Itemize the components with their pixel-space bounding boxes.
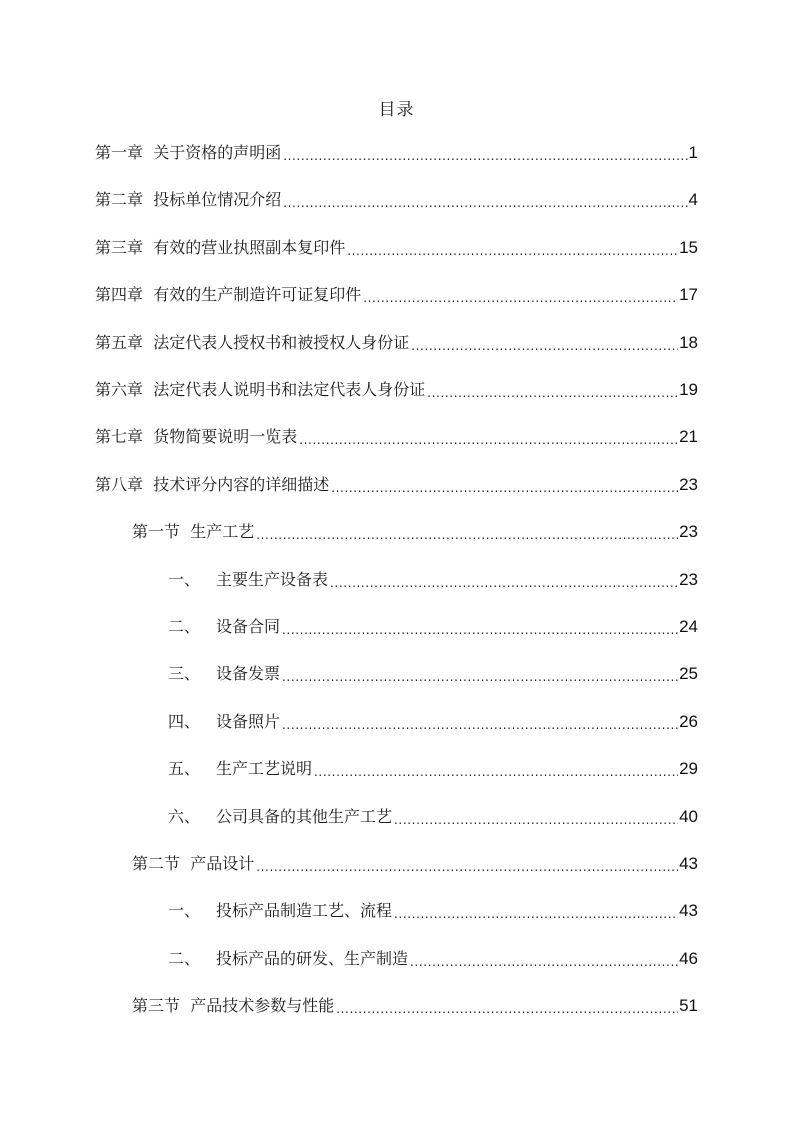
toc-entry-prefix: 第三节 (132, 996, 181, 1015)
toc-entry-text: 主要生产设备表 (216, 570, 329, 589)
toc-entry[interactable] (132, 520, 698, 544)
toc-title: 目录 (378, 100, 415, 120)
toc-entry-text: 生产工艺 (190, 522, 255, 541)
dot-leader (256, 520, 678, 544)
toc-entry-prefix: 一、 (168, 570, 201, 589)
toc-entry-page-number: 4 (688, 190, 698, 209)
toc-entry-text: 货物简要说明一览表 (153, 427, 298, 446)
toc-entry-label (95, 236, 347, 260)
toc-entry-text: 生产工艺说明 (216, 759, 313, 778)
toc-entry-prefix: 第一章 (95, 143, 144, 162)
toc-entry-text: 公司具备的其他生产工艺 (216, 807, 393, 826)
toc-entry[interactable] (95, 473, 698, 497)
toc-entry-page-number: 19 (679, 380, 698, 399)
toc-entry-prefix: 第七章 (95, 427, 144, 446)
dot-leader (314, 757, 678, 781)
dot-leader (283, 188, 687, 212)
toc-entry[interactable] (168, 710, 698, 734)
toc-entry-text: 设备发票 (216, 664, 281, 683)
toc-entry-label (168, 710, 282, 734)
toc-entry-page-number: 43 (679, 854, 698, 873)
toc-entry[interactable] (132, 852, 698, 876)
toc-entry-page-number: 26 (679, 712, 698, 731)
dot-leader (282, 710, 678, 734)
toc-entry-label (168, 899, 394, 923)
toc-entry-prefix: 二、 (168, 617, 201, 636)
toc-entry-prefix: 第五章 (95, 333, 144, 352)
toc-entry-page-number: 46 (679, 949, 698, 968)
toc-entry[interactable] (168, 757, 698, 781)
toc-entry-prefix: 第三章 (95, 238, 144, 257)
toc-entry-text: 产品技术参数与性能 (190, 996, 335, 1015)
toc-entry-label (132, 994, 336, 1018)
toc-entry[interactable] (168, 805, 698, 829)
toc-entry-text: 投标单位情况介绍 (153, 190, 282, 209)
dot-leader (410, 947, 678, 971)
toc-entry[interactable] (95, 331, 698, 355)
dot-leader (331, 473, 678, 497)
toc-entry-prefix: 四、 (168, 712, 201, 731)
toc-entry-prefix: 第四章 (95, 285, 144, 304)
toc-entry[interactable] (168, 568, 698, 592)
toc-entry-text: 投标产品的研发、生产制造 (216, 949, 409, 968)
toc-entry[interactable] (95, 378, 698, 402)
toc-entry-label (95, 188, 283, 212)
toc-entry[interactable] (95, 236, 698, 260)
toc-entry-page-number: 40 (679, 807, 698, 826)
toc-entry-page-number: 23 (679, 522, 698, 541)
toc-entry-text: 设备合同 (216, 617, 281, 636)
toc-entry-text: 有效的营业执照副本复印件 (153, 238, 346, 257)
toc-entry-page-number: 51 (679, 996, 698, 1015)
toc-entry-label (95, 141, 283, 165)
toc-entry-text: 法定代表人授权书和被授权人身份证 (153, 333, 410, 352)
dot-leader (283, 141, 687, 165)
dot-leader (282, 615, 678, 639)
toc-entry-text: 投标产品制造工艺、流程 (216, 901, 393, 920)
dot-leader (394, 805, 678, 829)
toc-entry-prefix: 第八章 (95, 475, 144, 494)
toc-entry-prefix: 二、 (168, 949, 201, 968)
toc-entry-prefix: 五、 (168, 759, 201, 778)
toc-entry[interactable] (95, 141, 698, 165)
toc-entry-text: 技术评分内容的详细描述 (153, 475, 330, 494)
toc-entry-page-number: 24 (679, 617, 698, 636)
toc-entry[interactable] (168, 662, 698, 686)
toc-entry-label (168, 615, 282, 639)
toc-entry-label (95, 378, 427, 402)
dot-leader (299, 425, 678, 449)
dot-leader (256, 852, 678, 876)
toc-entry-label (95, 283, 363, 307)
dot-leader (427, 378, 678, 402)
toc-entry-label (168, 568, 330, 592)
toc-entry-text: 产品设计 (190, 854, 255, 873)
toc-entry-page-number: 29 (679, 759, 698, 778)
toc-entry-text: 设备照片 (216, 712, 281, 731)
toc-entry-label (168, 757, 314, 781)
toc-entry-prefix: 三、 (168, 664, 201, 683)
toc-entry[interactable] (95, 188, 698, 212)
toc-entry-page-number: 18 (679, 333, 698, 352)
toc-entry-text: 关于资格的声明函 (153, 143, 282, 162)
toc-entry-page-number: 23 (679, 570, 698, 589)
toc-entry[interactable] (132, 994, 698, 1018)
toc-entry[interactable] (95, 283, 698, 307)
toc-entry-prefix: 一、 (168, 901, 201, 920)
toc-entry-prefix: 第六章 (95, 380, 144, 399)
toc-entry-label (168, 662, 282, 686)
toc-entry-page-number: 23 (679, 475, 698, 494)
toc-entry[interactable] (168, 899, 698, 923)
dot-leader (330, 568, 678, 592)
toc-entry-page-number: 1 (688, 143, 698, 162)
toc-entry[interactable] (168, 615, 698, 639)
dot-leader (282, 662, 678, 686)
toc-entry-page-number: 43 (679, 901, 698, 920)
dot-leader (363, 283, 678, 307)
toc-entry-text: 有效的生产制造许可证复印件 (153, 285, 362, 304)
toc-entry-prefix: 六、 (168, 807, 201, 826)
toc-entry-label (95, 425, 299, 449)
toc-entry-label (95, 473, 331, 497)
toc-entry-page-number: 21 (679, 427, 698, 446)
dot-leader (336, 994, 678, 1018)
toc-entry[interactable] (168, 947, 698, 971)
toc-entry-prefix: 第二节 (132, 854, 181, 873)
dot-leader (347, 236, 678, 260)
dot-leader (411, 331, 678, 355)
toc-entry-text: 法定代表人说明书和法定代表人身份证 (153, 380, 426, 399)
toc-entry-prefix: 第二章 (95, 190, 144, 209)
toc-entry-label (95, 331, 411, 355)
toc-entry-label (132, 520, 256, 544)
toc-entry-prefix: 第一节 (132, 522, 181, 541)
toc-entry-page-number: 15 (679, 238, 698, 257)
dot-leader (394, 899, 678, 923)
toc-entry-page-number: 17 (679, 285, 698, 304)
toc-entry-label (132, 852, 256, 876)
toc-entry[interactable] (95, 425, 698, 449)
toc-entry-label (168, 805, 394, 829)
toc-entry-label (168, 947, 410, 971)
toc-entry-page-number: 25 (679, 664, 698, 683)
